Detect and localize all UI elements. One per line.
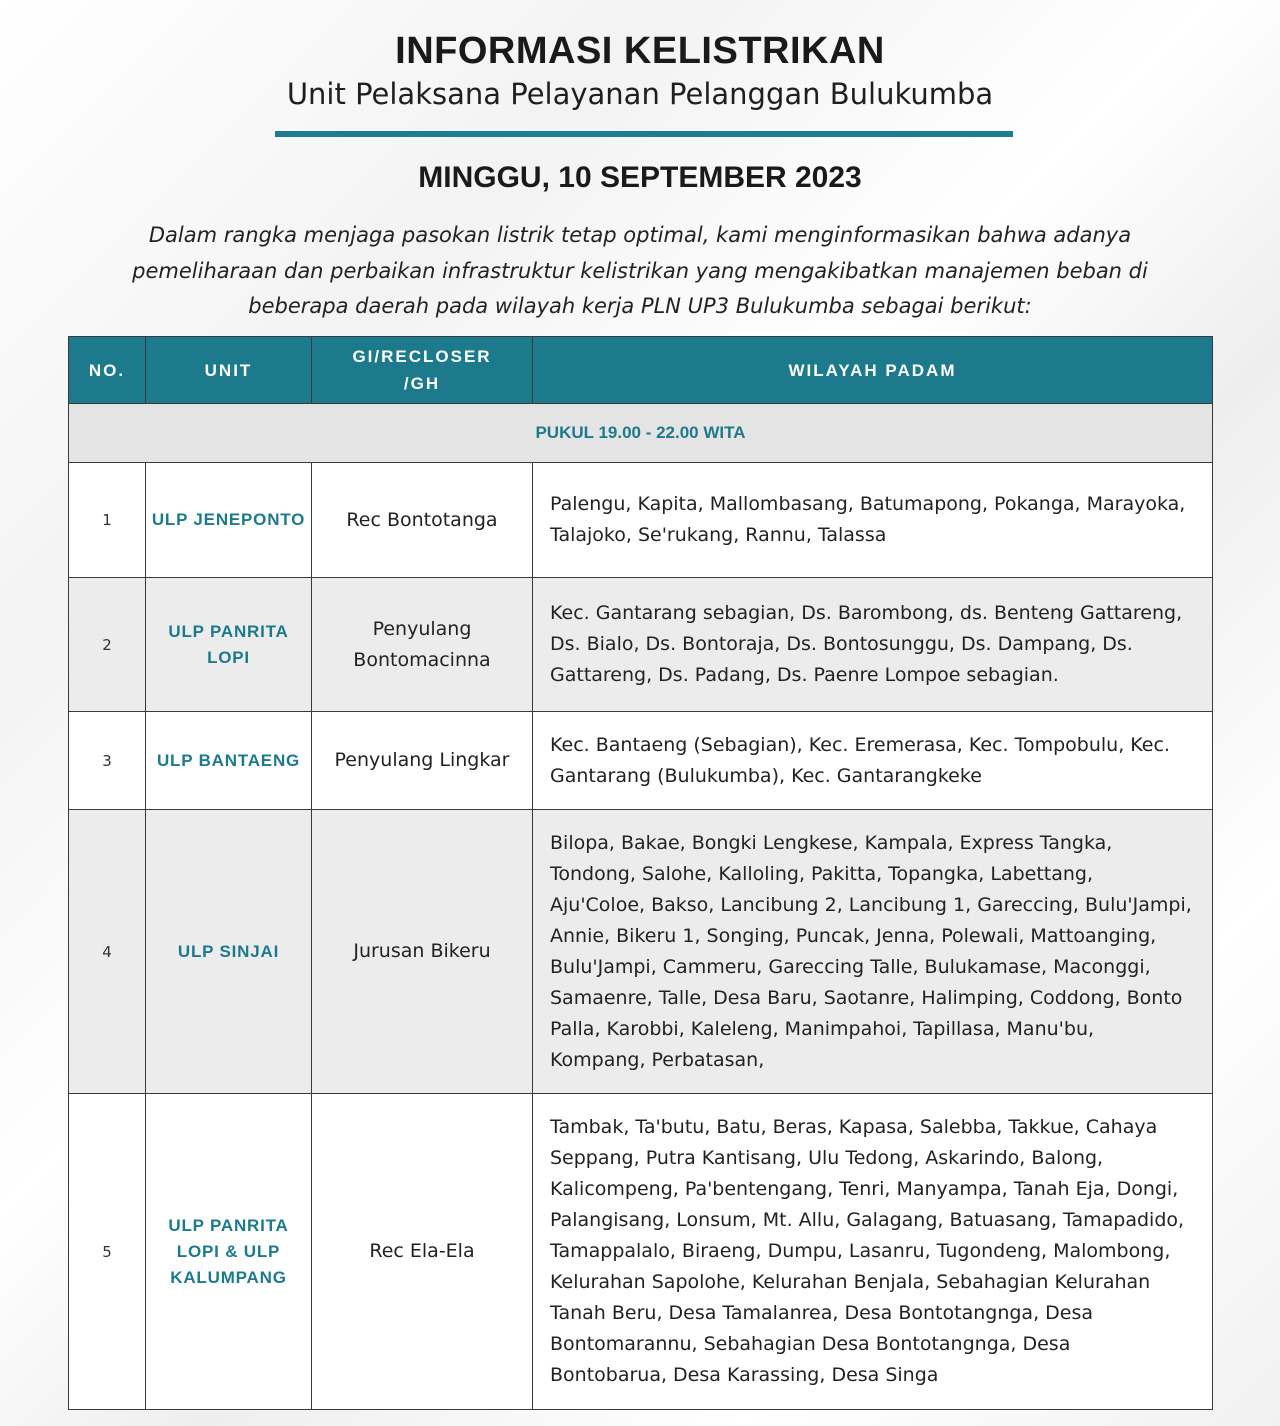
- page-subtitle: Unit Pelaksana Pelayanan Pelanggan Bulukumba: [286, 77, 994, 111]
- area-line: Bontobarua, Desa Karassing, Desa Singa: [550, 1364, 939, 1386]
- area-line: Kelurahan Sapolohe, Kelurahan Benjala, Sebahagian Kelurahan: [550, 1271, 1151, 1293]
- table-header-row: [69, 337, 1213, 404]
- unit-line: ULP BANTAENG: [156, 750, 301, 770]
- area-line: Kalicompeng, Pa'bentengang, Tenri, Manyampa, Tanah Eja, Dongi,: [550, 1178, 1179, 1200]
- unit-cell: [146, 1094, 312, 1410]
- area-line: Palengu, Kapita, Mallombasang, Batumapong, Pokanga, Marayoka,: [550, 493, 1186, 515]
- time-slot-row: [69, 404, 1213, 463]
- outage-area-cell: [533, 463, 1213, 578]
- gi-line: Jurusan Bikeru: [353, 940, 491, 962]
- header-gi-line: GI/RECLOSER: [352, 347, 492, 366]
- area-line: Kompang, Perbatasan,: [550, 1048, 765, 1071]
- area-line: Gattareng, Ds. Padang, Ds. Paenre Lompoe sebagian.: [550, 664, 1059, 686]
- area-line: Gantarang (Bulukumba), Kec. Gantarangkeke: [550, 764, 982, 787]
- header-gi: [312, 337, 533, 404]
- intro-line: pemeliharaan dan perbaikan infrastruktur kelistrikan yang mengakibatkan manajemen beban di: [132, 258, 1148, 283]
- gi-recloser-cell: [312, 810, 533, 1094]
- unit-line: LOPI: [207, 647, 250, 667]
- gi-line: Penyulang Lingkar: [334, 749, 510, 771]
- area-line: Tanah Beru, Desa Tamalanrea, Desa Bontotangnga, Desa: [550, 1302, 1094, 1324]
- area-line: Aju'Coloe, Bakso, Lancibung 2, Lancibung 1, Gareccing, Bulu'Jampi,: [550, 893, 1192, 916]
- area-line: Palangisang, Lonsum, Mt. Allu, Galagang, Batuasang, Tamapadido,: [550, 1209, 1185, 1231]
- outage-area-cell: [533, 810, 1213, 1094]
- header-unit: UNIT: [146, 337, 312, 404]
- row-number: 1: [69, 463, 146, 578]
- table-row: [69, 810, 1213, 1094]
- gi-recloser-cell: [312, 1094, 533, 1410]
- outage-area-cell: [533, 1094, 1213, 1410]
- title-divider: [275, 131, 1013, 137]
- header-area: WILAYAH PADAM: [533, 337, 1213, 404]
- area-line: Samaenre, Talle, Desa Baru, Saotanre, Halimping, Coddong, Bonto: [550, 986, 1183, 1009]
- header-no: NO.: [69, 337, 146, 404]
- area-line: Bontomarannu, Sebahagian Desa Bontotangnga, Desa: [550, 1333, 1071, 1355]
- row-number: 4: [69, 810, 146, 1094]
- area-line: Bilopa, Bakae, Bongki Lengkese, Kampala, Express Tangka,: [550, 831, 1113, 854]
- header-gi-line: /GH: [403, 374, 441, 393]
- unit-line: ULP PANRITA: [168, 621, 289, 641]
- intro-line: beberapa daerah pada wilayah kerja PLN UP3 Bulukumba sebagai berikut:: [248, 294, 1032, 318]
- intro-line: Dalam rangka menjaga pasokan listrik tetap optimal, kami menginformasikan bahwa adanya: [148, 223, 1132, 247]
- time-slot: PUKUL 19.00 - 22.00 WITA: [69, 404, 1213, 463]
- row-number: 2: [69, 578, 146, 712]
- gi-line: Rec Bontotanga: [346, 508, 498, 531]
- page-title: INFORMASI KELISTRIKAN: [395, 30, 885, 72]
- area-line: Seppang, Putra Kantisang, Ulu Tedong, Askarindo, Balong,: [550, 1147, 1104, 1169]
- gi-recloser-cell: [312, 712, 533, 810]
- intro-paragraph: [100, 218, 1180, 325]
- outage-area-cell: [533, 712, 1213, 810]
- area-line: Palla, Karobbi, Kaleleng, Manimpahoi, Tapillasa, Manu'bu,: [550, 1017, 1095, 1040]
- unit-line: LOPI & ULP: [176, 1241, 281, 1261]
- area-line: Tambak, Ta'butu, Batu, Beras, Kapasa, Salebba, Takkue, Cahaya: [550, 1116, 1158, 1138]
- unit-cell: [146, 463, 312, 578]
- area-line: Ds. Bialo, Ds. Bontoraja, Ds. Bontosunggu, Ds. Dampang, Ds.: [550, 633, 1133, 655]
- table-row: [69, 712, 1213, 810]
- area-line: Tondong, Salohe, Kalloling, Pakitta, Topangka, Labettang,: [550, 862, 1094, 885]
- outage-table: [68, 336, 1213, 1410]
- unit-line: ULP SINJAI: [177, 941, 280, 961]
- table-row: [69, 578, 1213, 712]
- unit-line: KALUMPANG: [170, 1267, 287, 1287]
- table-row: [69, 463, 1213, 578]
- area-line: Kec. Gantarang sebagian, Ds. Barombong, ds. Benteng Gattareng,: [550, 602, 1183, 624]
- unit-line: ULP PANRITA: [168, 1215, 289, 1235]
- area-line: Talajoko, Se'rukang, Rannu, Talassa: [550, 524, 887, 546]
- area-line: Kec. Bantaeng (Sebagian), Kec. Eremerasa, Kec. Tompobulu, Kec.: [550, 733, 1170, 756]
- area-line: Tamappalalo, Biraeng, Dumpu, Lasanru, Tugondeng, Malombong,: [550, 1240, 1171, 1262]
- unit-line: ULP JENEPONTO: [151, 510, 306, 529]
- area-line: Bulu'Jampi, Cammeru, Gareccing Talle, Bulukamase, Maconggi,: [550, 955, 1151, 978]
- gi-recloser-cell: [312, 463, 533, 578]
- row-number: 3: [69, 712, 146, 810]
- unit-cell: [146, 712, 312, 810]
- table-row: [69, 1094, 1213, 1410]
- gi-line: Penyulang: [372, 617, 472, 640]
- announcement-date: MINGGU, 10 SEPTEMBER 2023: [418, 161, 862, 194]
- row-number: 5: [69, 1094, 146, 1410]
- gi-line: Rec Ela-Ela: [369, 1240, 475, 1262]
- gi-recloser-cell: [312, 578, 533, 712]
- outage-area-cell: [533, 578, 1213, 712]
- gi-line: Bontomacinna: [353, 648, 491, 671]
- unit-cell: [146, 810, 312, 1094]
- unit-cell: [146, 578, 312, 712]
- area-line: Annie, Bikeru 1, Songing, Puncak, Jenna, Polewali, Mattoanging,: [550, 924, 1157, 947]
